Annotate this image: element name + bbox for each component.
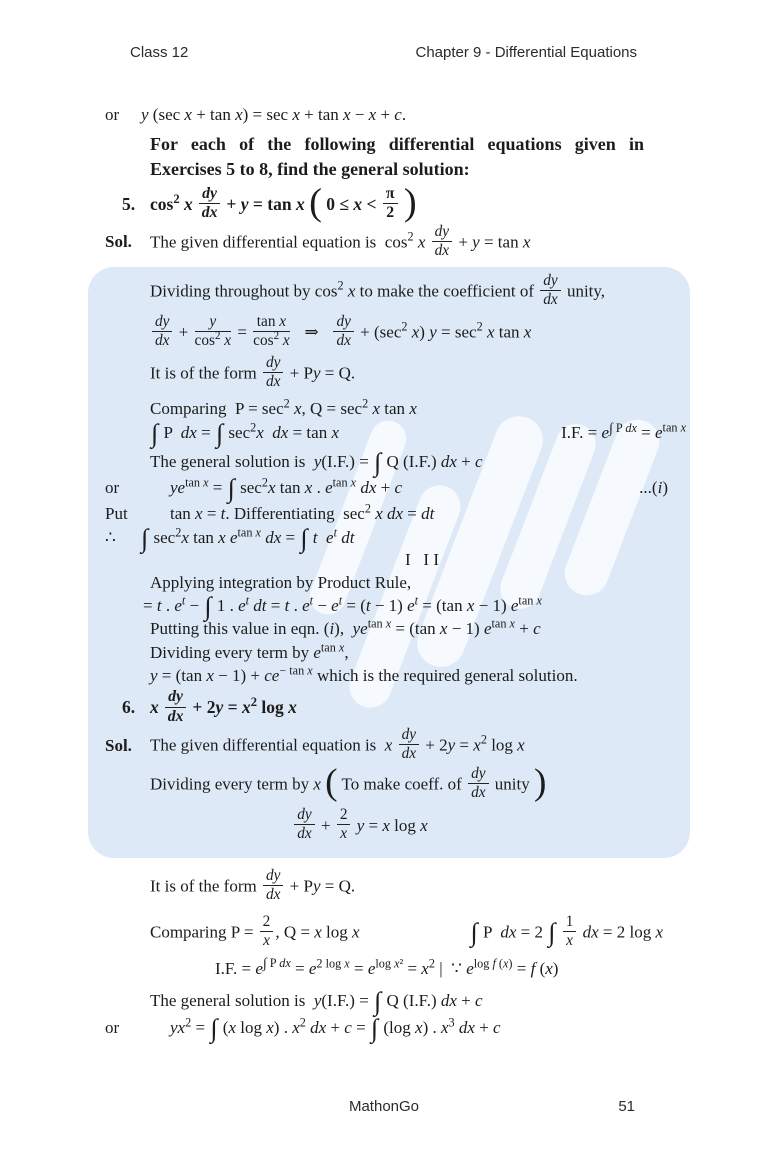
line-math: Putting this value in eqn. (i), $ye^{tan x} = (\tan$ x − 1) $e^{tan x} + c$ <box>150 616 541 639</box>
highlight-box <box>88 267 690 859</box>
line-right-label: I.F. = $e^{\int P dx} = e^{tan x}$ <box>561 420 686 443</box>
line-math: x $\frac{dy}{dx}$ + $2y = x^2$ log x <box>150 688 297 725</box>
page-header <box>130 44 637 63</box>
line-math: It is of the form $\frac{dy}{dx}$ + Py = Q. <box>150 353 356 391</box>
form-statement-5 <box>105 353 690 392</box>
parts-evaluation <box>105 592 690 621</box>
integral-p-and-if <box>105 419 690 449</box>
question-5 <box>105 181 663 224</box>
substitute-back <box>105 618 690 639</box>
line-marker: or <box>105 105 120 124</box>
line-math: It is of the form $\frac{dy}{dx}$ + Py = Q. <box>150 867 356 904</box>
line-math: $\frac{dy}{dx}$ + $\frac{2}{x}$ y = x log x <box>292 816 427 835</box>
comparing-pq-6 <box>105 912 663 951</box>
line-math: Applying integration by Product Rule, <box>150 572 412 592</box>
if-computation-6 <box>105 955 663 979</box>
line-marker: or <box>105 477 120 497</box>
eq-i <box>105 473 690 503</box>
line-marker: ∴ <box>105 528 116 548</box>
line-marker: Sol. <box>105 232 132 252</box>
page-footer <box>133 1098 635 1117</box>
line-math: $\frac{dy}{dx}$ + $\frac{y}{\cos^2 x}$ = $\frac{\text{tan x}}{\cos^2 x}$ ⇒ $\frac{dy}{dx}$ + ($\sec^2$ x) $y = \sec^2 x$ tan x <box>150 316 531 351</box>
class-label: Class 12 <box>130 44 189 61</box>
line-math: tan x = t. Differentiating $\sec^2 x$ dx = dt <box>170 501 435 524</box>
line-math: ∫ $\sec^2x$ tan x $e^{tan x}$ dx = ∫ t $e^t$ dt <box>141 524 355 554</box>
line-marker: 5. <box>122 193 136 214</box>
eq-solution-6 <box>105 1014 663 1044</box>
sol-5-given <box>105 222 663 261</box>
product-rule-note <box>105 572 690 593</box>
question-6 <box>105 688 690 727</box>
line-math: Comparing P = $\frac{2}{x}$ , Q = x log x <box>150 912 360 949</box>
line-math: The general solution is y(I.F.) = ∫ Q (I.F.) dx + c <box>150 447 483 477</box>
line-math: ∫ P dx = ∫ $\sec^2x$ dx = tan x <box>151 419 339 449</box>
divide-by-etanx <box>105 639 690 663</box>
line-math: $ye^{tan x}$ = ∫ $\sec^2x$ tan x . $e^{tan x}$ dx + c <box>170 473 403 503</box>
line-right-label: ∫ P dx = 2 ∫ $\frac{1}{x}$ dx = 2 log x <box>470 912 663 949</box>
general-solution-formula-5 <box>105 447 690 477</box>
line-marker: or <box>105 1018 120 1038</box>
sol-6-given <box>105 726 690 764</box>
exercise-instruction <box>105 132 649 182</box>
line-math: y (sec x + tan x) = sec x + tan x − x + c. <box>141 105 407 124</box>
line-math: The given differential equation is $\cos^2 x$ $\frac{dy}{dx}$ + y = tan x <box>150 222 531 259</box>
line-math: For each of the following differential equations given in Exercises 5 to 8, find the general solution: <box>150 134 649 180</box>
line-math: y = (tan $x - 1) + ce^{- tan x}$ which is the required general solution. <box>150 663 578 685</box>
form-statement-6 <box>105 867 663 905</box>
final-solution-5 <box>105 665 690 686</box>
footer-brand: MathonGo <box>348 1098 420 1115</box>
step-divide-x <box>105 762 690 804</box>
line-math: $yx^2$ = ∫ (x log x) . $x^2$ dx + c = ∫ (log x) . $x^3$ dx + c <box>170 1014 501 1044</box>
line-math: = t . $e^t$ − ∫ 1 . $e^t$ dt = t . $e^t - e^t = (t - 1) e^t = (\tan$ x − 1) $e^{tan x}$ <box>143 592 542 621</box>
eq-standard-form-6 <box>105 806 570 844</box>
line-math: I.F. = $e^{\int P dx} = e^{2 log x} = e^{log x^2} = x^2$ | ∵ $e^{log f (x)} = f$ (x) <box>215 955 559 978</box>
solution-content <box>105 64 686 1044</box>
line-math: $\cos^2 x$ $\frac{dy}{dx}$ + y = tan x ( 0 ≤ x < $\frac{\pi}{2}$ ) <box>150 181 417 224</box>
general-solution-formula-6 <box>105 986 663 1016</box>
substitution-step <box>105 503 690 524</box>
line-math: The given differential equation is x $\frac{dy}{dx}$ + $2y = x^2$ log x <box>150 726 525 763</box>
line-marker: 6. <box>122 697 136 718</box>
chapter-title: Chapter 9 - Differential Equations <box>415 44 637 61</box>
eq-standard-form-5 <box>105 312 690 351</box>
post-box-lines <box>105 867 663 1044</box>
page-number: 51 <box>618 1098 635 1115</box>
prev-solution-result <box>105 104 663 125</box>
line-math: Dividing every term by $e^{tan x}$, <box>150 639 349 662</box>
parts-labels <box>105 549 690 570</box>
pre-box-lines <box>105 104 663 261</box>
step-divide-cos2x <box>105 271 690 310</box>
line-math: Dividing every term by x ( To make coeff. of $\frac{dy}{dx}$ unity ) <box>150 762 547 804</box>
line-math: The general solution is y(I.F.) = ∫ Q (I.F.) dx + c <box>150 986 483 1016</box>
line-right-label: ...(i) <box>639 477 668 497</box>
line-marker: Put <box>105 504 128 524</box>
line-math: Comparing $P = \sec^2 x$, $Q = \sec^2 x$ tan x <box>150 396 417 419</box>
line-math: Dividing throughout by $\cos^2 x$ to make the coefficient of $\frac{dy}{dx}$ unity, <box>150 271 606 308</box>
line-math: I I I <box>405 549 439 569</box>
line-marker: Sol. <box>105 735 132 755</box>
integral-substituted <box>105 524 690 554</box>
comparing-pq-5 <box>105 398 690 419</box>
